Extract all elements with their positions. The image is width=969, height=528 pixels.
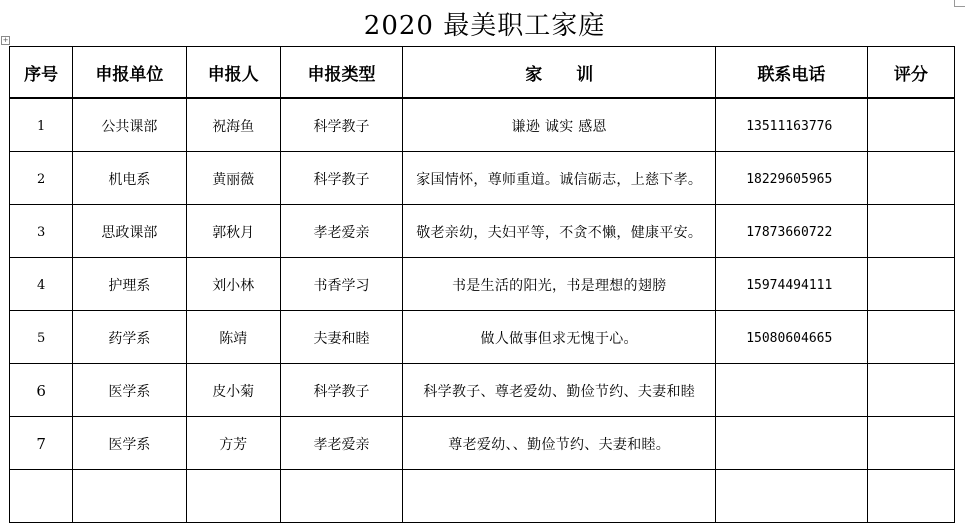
table-row: [10, 98, 955, 152]
cell-no[interactable]: 7: [10, 417, 73, 470]
header-type: 申报类型: [280, 47, 402, 99]
cell-type[interactable]: [280, 470, 402, 523]
cell-motto[interactable]: 做人做事但求无愧于心。: [403, 311, 716, 364]
header-no: 序号: [10, 47, 73, 99]
cell-person[interactable]: 刘小林: [186, 258, 280, 311]
cell-unit[interactable]: 思政课部: [73, 205, 186, 258]
header-phone: 联系电话: [716, 47, 867, 99]
cell-motto[interactable]: 科学教子、尊老爱幼、勤俭节约、夫妻和睦: [403, 364, 716, 417]
cell-unit[interactable]: [73, 470, 186, 523]
cell-phone[interactable]: 15974494111: [716, 258, 867, 311]
table-row: [10, 311, 955, 364]
cell-motto[interactable]: 敬老亲幼，夫妇平等，不贪不懒，健康平安。: [403, 205, 716, 258]
cell-person[interactable]: 郭秋月: [186, 205, 280, 258]
header-person: 申报人: [186, 47, 280, 99]
cell-no[interactable]: 5: [10, 311, 73, 364]
cell-person[interactable]: 方芳: [186, 417, 280, 470]
cell-phone[interactable]: [716, 470, 867, 523]
cell-type[interactable]: 书香学习: [280, 258, 402, 311]
cell-phone[interactable]: 15080604665: [716, 311, 867, 364]
page-title: 2020 最美职工家庭: [363, 11, 606, 41]
cell-phone[interactable]: 13511163776: [716, 98, 867, 152]
cell-motto[interactable]: [403, 470, 716, 523]
cell-unit[interactable]: 医学系: [73, 364, 186, 417]
cell-score[interactable]: [867, 364, 954, 417]
cell-score[interactable]: [867, 258, 954, 311]
cell-score[interactable]: [867, 470, 954, 523]
cell-no[interactable]: 6: [10, 364, 73, 417]
cell-score[interactable]: [867, 311, 954, 364]
cell-no[interactable]: 3: [10, 205, 73, 258]
table-move-handle-icon[interactable]: +: [2, 36, 9, 44]
cell-phone[interactable]: [716, 417, 867, 470]
cell-unit[interactable]: 护理系: [73, 258, 186, 311]
cell-type[interactable]: 孝老爱亲: [280, 205, 402, 258]
cell-no[interactable]: 4: [10, 258, 73, 311]
cell-no[interactable]: 1: [10, 98, 73, 152]
cell-type[interactable]: 科学教子: [280, 364, 402, 417]
cell-person[interactable]: [186, 470, 280, 523]
cell-unit[interactable]: 机电系: [73, 152, 186, 205]
cell-score[interactable]: [867, 152, 954, 205]
cell-unit[interactable]: 医学系: [73, 417, 186, 470]
cell-type[interactable]: 孝老爱亲: [280, 417, 402, 470]
cell-score[interactable]: [867, 417, 954, 470]
table-row: [10, 417, 955, 470]
cell-person[interactable]: 陈靖: [186, 311, 280, 364]
cell-person[interactable]: 皮小菊: [186, 364, 280, 417]
cell-type[interactable]: 科学教子: [280, 98, 402, 152]
cell-unit[interactable]: 公共课部: [73, 98, 186, 152]
cell-motto[interactable]: 谦逊 诚实 感恩: [403, 98, 716, 152]
cell-no[interactable]: [10, 470, 73, 523]
cell-unit[interactable]: 药学系: [73, 311, 186, 364]
header-score: 评分: [867, 47, 954, 99]
cell-motto[interactable]: 家国情怀，尊师重道。诚信砺志，上慈下孝。: [403, 152, 716, 205]
table-row: [10, 152, 955, 205]
families-table: [9, 46, 955, 523]
cell-phone[interactable]: [716, 364, 867, 417]
table-row: [10, 258, 955, 311]
table-header-row: [10, 47, 955, 99]
cell-motto[interactable]: 书是生活的阳光，书是理想的翅膀: [403, 258, 716, 311]
cell-no[interactable]: 2: [10, 152, 73, 205]
header-unit: 申报单位: [73, 47, 186, 99]
cell-score[interactable]: [867, 98, 954, 152]
cell-phone[interactable]: 17873660722: [716, 205, 867, 258]
cell-motto[interactable]: 尊老爱幼、、勤俭节约、夫妻和睦。: [403, 417, 716, 470]
cell-phone[interactable]: 18229605965: [716, 152, 867, 205]
header-motto: 家 训: [403, 47, 716, 99]
cell-score[interactable]: [867, 205, 954, 258]
cell-type[interactable]: 科学教子: [280, 152, 402, 205]
cell-person[interactable]: 祝海鱼: [186, 98, 280, 152]
cell-person[interactable]: 黄丽薇: [186, 152, 280, 205]
table-row: [10, 205, 955, 258]
cell-type[interactable]: 夫妻和睦: [280, 311, 402, 364]
table-row-empty: [10, 470, 955, 523]
table-row: [10, 364, 955, 417]
